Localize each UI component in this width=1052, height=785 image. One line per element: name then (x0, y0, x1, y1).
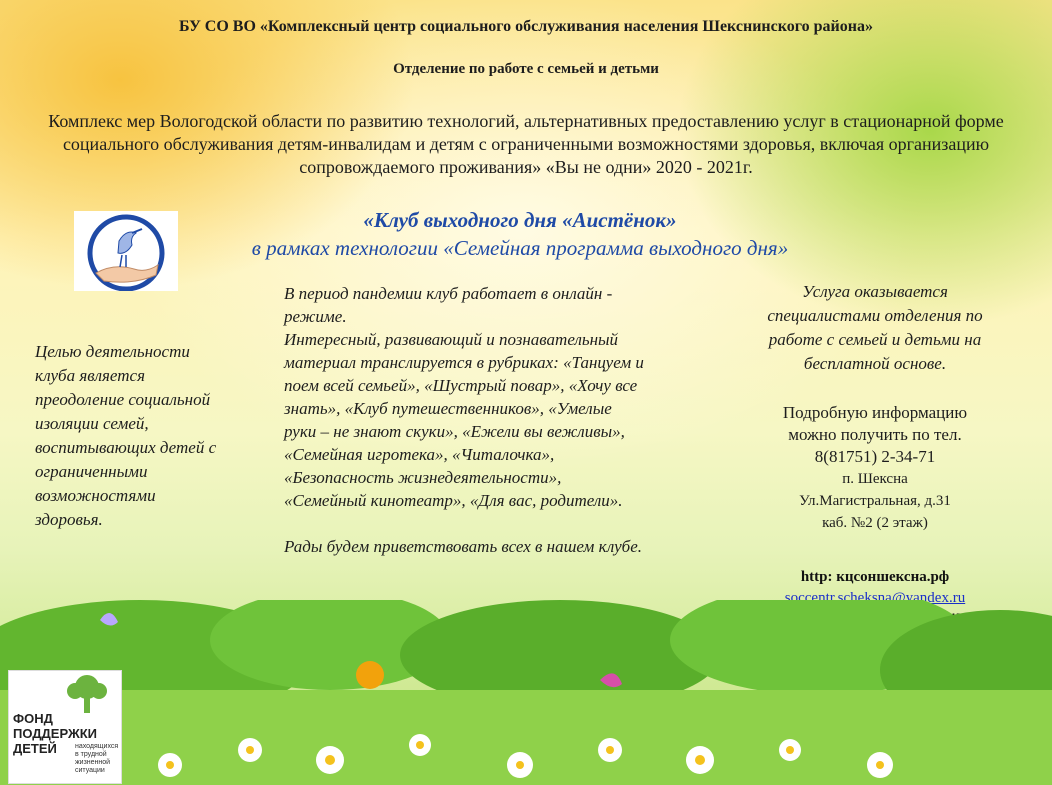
activities-text: В период пандемии клуб работает в онлайн - режиме. Интересный, развивающий и познавательный материал транслируется в рубриках: «Танцуем и поем всей семьей», «Шустрый повар», «Хочу все знать», «Клуб путешественников», «Умелые руки – не знают скуки», «Ежели вы вежливы», «Семейная игротека», «Читалочка», «Безопасность жизнедеятельности», «Семейный кинотеатр», «Для вас, родители». Рады будем приветствовать всех в нашем клубе. (284, 284, 644, 556)
city: п. Шексна (842, 471, 908, 487)
email-link[interactable]: soccentr.scheksna@yandex.ru (784, 590, 966, 606)
department-header: Отделение по работе с семьей и детьми (393, 61, 659, 77)
contact-info (735, 402, 1015, 534)
organization-header: БУ СО ВО «Комплексный центр социального обслуживания населения Шекснинского района» (179, 18, 873, 35)
site-link[interactable]: http: кцсоншексна.рф (800, 569, 950, 585)
fond-logo (8, 670, 122, 784)
tree-icon (57, 673, 117, 713)
street-address: Ул.Магистральная, д.31 (799, 493, 951, 509)
goal-text: Целью деятельности клуба является преодоление социальной изоляции семей, воспитывающих детей с ограниченными возможностями здоровья. (35, 342, 217, 529)
meadow-decoration (0, 600, 1052, 785)
fond-title: ФОНД ПОДДЕРЖКИ ДЕТЕЙ (13, 711, 98, 756)
phone-number: 8(81751) 2-34-71 (814, 447, 936, 466)
info-line-2: можно получить по тел. (788, 425, 962, 444)
office-number: каб. №2 (2 этаж) (822, 515, 928, 531)
info-line-1: Подробную информацию (782, 403, 968, 422)
fond-subtitle: находящихся в трудной жизненной ситуации (75, 743, 119, 774)
club-title: «Клуб выходного дня «Аистёнок» (363, 208, 677, 232)
club-subtitle: в рамках технологии «Семейная программа выходного дня» (251, 236, 789, 260)
intro-paragraph: Комплекс мер Вологодской области по развитию технологий, альтернативных предоставлению услуг в стационарной форме социального обслуживания детям-инвалидам и детям с ограниченными возможностями здоровья, включая организацию сопровождаемого проживания» «Вы не одни» 2020 - 2021г. (48, 111, 1004, 177)
service-text: Услуга оказывается специалистами отделения по работе с семьей и детьми на бесплатной основе. (767, 282, 983, 373)
